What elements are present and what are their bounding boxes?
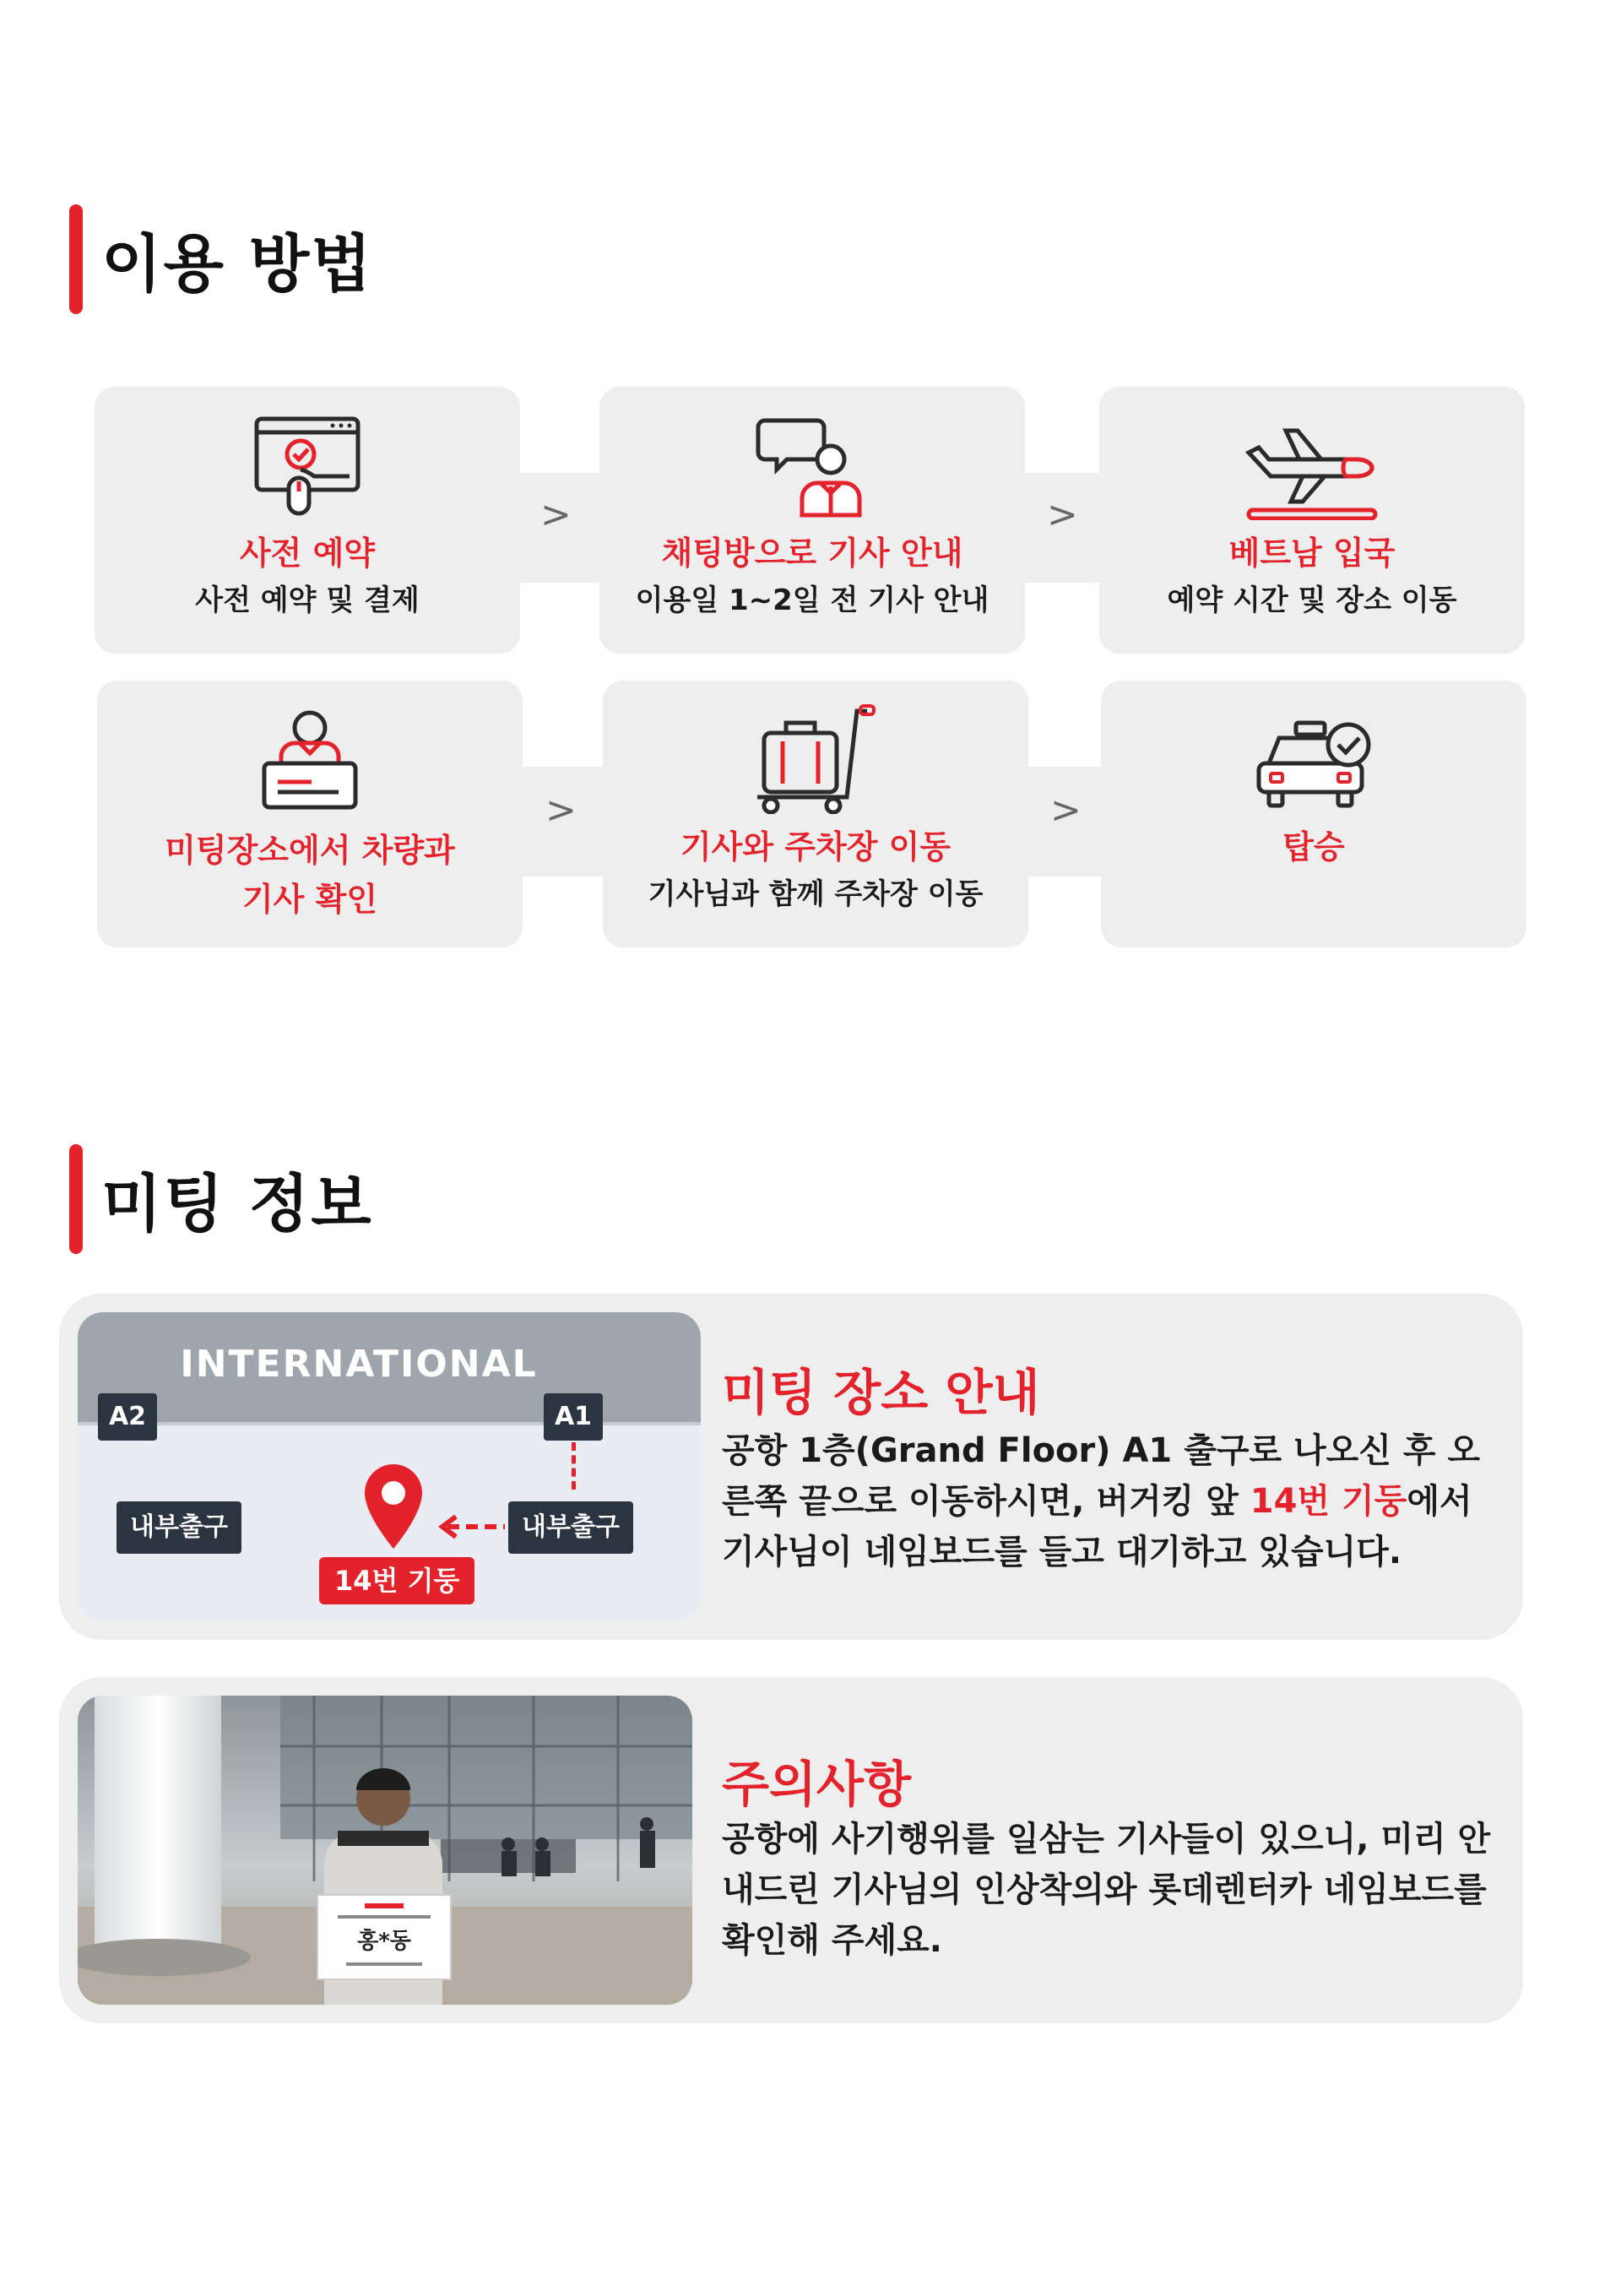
step-title: 탑승 xyxy=(1282,828,1345,866)
gate-a1-badge: A1 xyxy=(544,1393,603,1441)
chevron-right-icon: > xyxy=(540,493,572,536)
gate-a2-badge: A2 xyxy=(98,1393,157,1441)
airplane-icon xyxy=(1099,410,1525,529)
step-card-boarding xyxy=(1101,681,1526,947)
step-title: 채팅방으로 기사 안내 xyxy=(661,535,963,572)
pillar-highlight: 14번 기둥 xyxy=(1250,1482,1407,1521)
meeting-place-text-part: 에서 기사님이 네임보드를 들고 대기하고 있습니다. xyxy=(722,1482,1472,1571)
chevron-right-icon: > xyxy=(545,789,577,832)
chevron-right-icon: > xyxy=(1047,493,1078,536)
step-card-reservation xyxy=(95,387,520,654)
meeting-heading xyxy=(69,1144,373,1254)
heading-accent-bar xyxy=(69,204,83,314)
step-title-line2: 기사 확인 xyxy=(241,881,378,918)
usage-heading-text: 이용 방법 xyxy=(101,228,373,301)
car-check-icon xyxy=(1101,704,1526,822)
driver-photo xyxy=(78,1696,692,2005)
pillar-label: 14번 기둥 xyxy=(319,1557,474,1604)
terminal-label: INTERNATIONAL xyxy=(180,1343,538,1386)
step-subtitle: 기사님과 함께 주차장 이동 xyxy=(648,877,984,911)
step-card-chat xyxy=(599,387,1025,654)
chat-driver-icon xyxy=(599,410,1025,529)
step-title: 기사와 주차장 이동 xyxy=(680,828,951,866)
arrow-left-icon xyxy=(436,1512,507,1545)
exit-left-label: 내부출구 xyxy=(117,1501,241,1554)
caution-panel xyxy=(59,1677,1523,2023)
step-card-arrival xyxy=(1099,387,1525,654)
luggage-cart-icon xyxy=(603,704,1028,822)
step-card-meeting xyxy=(97,681,523,947)
step-title: 사전 예약 xyxy=(239,535,376,572)
step-subtitle: 예약 시간 및 장소 이동 xyxy=(1167,583,1457,617)
location-pin-icon xyxy=(361,1461,426,1555)
browser-click-icon xyxy=(95,410,520,529)
step-subtitle: 사전 예약 및 결제 xyxy=(195,583,420,617)
meeting-place-title: 미팅 장소 안내 xyxy=(722,1364,1040,1421)
step-card-parking xyxy=(603,681,1028,947)
exit-right-label: 내부출구 xyxy=(508,1501,633,1554)
meeting-place-text xyxy=(722,1425,1511,1577)
caution-text: 공항에 사기행위를 일삼는 기사들이 있으니, 미리 안내드린 기사님의 인상착의와 롯데렌터카 네임보드를 확인해 주세요. xyxy=(722,1820,1491,1960)
map-floor-stripe xyxy=(78,1422,701,1425)
dashed-path-vertical xyxy=(572,1442,576,1490)
driver-desk-icon xyxy=(97,704,523,822)
step-subtitle: 이용일 1~2일 전 기사 안내 xyxy=(635,583,989,617)
meeting-place-text-part: 공항 1층(Grand Floor) A1 출구로 나오신 후 오른쪽 끝으로 이동하시면, 버거킹 앞 xyxy=(722,1431,1481,1521)
chevron-right-icon: > xyxy=(1050,789,1082,832)
step-title: 베트남 입국 xyxy=(1228,535,1396,572)
step-title-line1: 미팅장소에서 차량과 xyxy=(165,832,455,869)
caution-title: 주의사항 xyxy=(722,1756,912,1813)
name-board-text: 홍*동 xyxy=(357,1929,411,1954)
airport-map xyxy=(78,1312,701,1621)
heading-accent-bar xyxy=(69,1144,83,1254)
meeting-heading-text: 미팅 정보 xyxy=(101,1168,373,1240)
usage-heading xyxy=(69,204,373,314)
meeting-place-panel xyxy=(59,1294,1523,1640)
